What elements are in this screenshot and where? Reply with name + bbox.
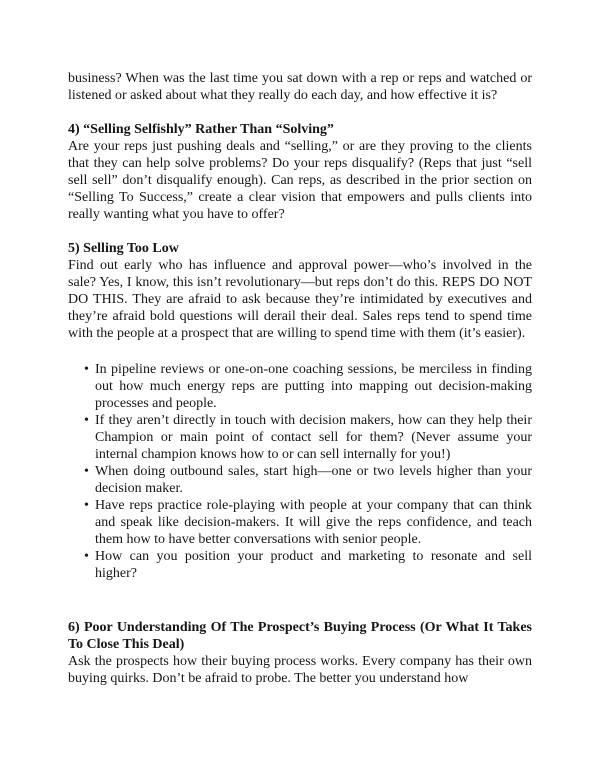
bullet-text: When doing outbound sales, start high—one or two levels higher than your decision maker. [95,464,532,496]
bullet-text: If they aren’t directly in touch with decision makers, how can they help their Champion or main point of contact sell for them? (Never assume your internal champion knows how to or can sell internally for you!) [95,413,532,462]
bullet-item [68,497,532,548]
bullet-text: In pipeline reviews or one-on-one coaching sessions, be merciless in finding out how much energy reps are putting into mapping out decision-making processes and people. [95,362,532,411]
intro-paragraph: business? When was the last time you sat down with a rep or reps and watched or listened or asked about what they really do each day, and how effective it is? [68,71,532,103]
bullet-icon: • [84,413,89,428]
bullet-item [68,412,532,463]
bullet-item [68,463,532,497]
bullet-text: Have reps practice role-playing with people at your company that can think and speak like decision-makers. It will give the reps confidence, and teach them how to have better conversations with senior people. [95,498,532,547]
section5-body: Find out early who has influence and approval power—who’s involved in the sale? Yes, I know, this isn’t revolutionary—but reps don’t do this. REPS DO NOT DO THIS. They are afraid to ask because they’re intimidated by executives and they’re afraid bold questions will derail their deal. Sales reps tend to spend time with the people at a prospect that are willing to spend time with them (it’s easier). [68,258,532,341]
section5-heading: 5) Selling Too Low [68,241,179,256]
bullet-item [68,361,532,412]
section6-body: Ask the prospects how their buying process works. Every company has their own buying quirks. Don’t be afraid to probe. The better you understand how [68,654,532,686]
section4-heading: 4) “Selling Selfishly” Rather Than “Solving” [68,122,334,137]
bullet-text: How can you position your product and marketing to resonate and sell higher? [95,549,532,581]
section5-bullet-list [68,361,532,582]
bullet-icon: • [84,498,89,513]
bullet-icon: • [84,362,89,377]
bullet-icon: • [84,464,89,479]
section6-heading: 6) Poor Understanding Of The Prospect’s Buying Process (Or What It Takes To Close This Deal) [68,620,532,652]
section4-body: Are your reps just pushing deals and “selling,” or are they proving to the clients that they can help solve problems? Do your reps disqualify? (Reps that just “sell sell sell” don’t disqualify enough). Can reps, as described in the prior section on “Selling To Success,” create a clear vision that empowers and pulls clients into really wanting what you have to offer? [68,139,532,222]
bullet-item [68,548,532,582]
bullet-icon: • [84,549,89,564]
